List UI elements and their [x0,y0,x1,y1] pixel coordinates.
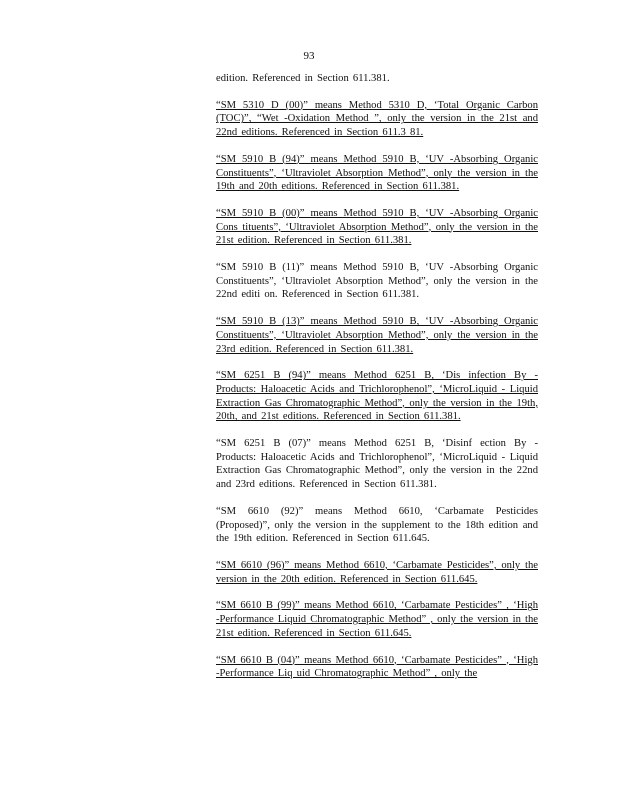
definitions-list [216,72,538,694]
definition-sm-5910-b-13: “SM 5910 B (13)” means Method 5910 B, ‘UV -Absorbing Organic Constituents”, ‘Ultraviolet Absorption Method”, only the version in the 23rd edition. Referenced in Section 611.381. [216,316,538,355]
definition-sm-6610-92: “SM 6610 (92)” means Method 6610, ‘Carbamate Pesticides (Proposed)”, only the version in the supplement to the 18th edition and the 19th edition. Referenced in Section 611.645. [216,505,538,545]
paragraph-edition-continuation: edition. Referenced in Section 611.381. [216,73,390,84]
definition-sm-6610-96: “SM 6610 (96)” means Method 6610, ‘Carbamate Pesticides”, only the version in the 20th edition. Referenced in Section 611.645. [216,559,538,585]
definition-sm-6610-b-04: “SM 6610 B (04)” means Method 6610, ‘Carbamate Pesticides” , ‘High -Performance Liq uid Chromatographic Method” , only the [216,654,538,680]
definition-sm-6610-b-99: “SM 6610 B (99)” means Method 6610, ‘Carbamate Pesticides” , ‘High -Performance Liquid Chromatographic Method” , only the version in the 21st edition. Referenced in Section 611.645. [216,600,538,639]
definition-sm-5910-b-00: “SM 5910 B (00)” means Method 5910 B, ‘UV -Absorbing Organic Cons tituents”, ‘Ultraviolet Absorption Method”, only the version in the 21st edition. Referenced in Section 611.381. [216,207,538,247]
definition-sm-5910-b-11: “SM 5910 B (11)” means Method 5910 B, ‘UV -Absorbing Organic Constituents”, ‘Ultraviolet Absorption Method”, only the version in the 22nd editi on. Referenced in Section 611.381. [216,262,538,301]
definition-sm-5310-d-00: “SM 5310 D (00)” means Method 5310 D, ‘Total Organic Carbon (TOC)”, “Wet -Oxidation Method ”, only the version in the 21st and 22nd editions. Referenced in Section 611.3 81. [216,99,538,139]
definition-sm-6251-b-07: “SM 6251 B (07)” means Method 6251 B, ‘Disinf ection By - Products: Haloacetic Acids and Trichlorophenol”, ‘MicroLiquid - Liquid Extraction Gas Chromatographic Method”, only the version in the 22nd and 23rd editions. Referenced in Section 611.381. [216,438,538,491]
definition-sm-5910-b-94: “SM 5910 B (94)” means Method 5910 B, ‘UV -Absorbing Organic Constituents”, ‘Ultraviolet Absorption Method”, only the version in the 19th and 20th editions. Referenced in Section 611.381. [216,153,538,193]
definition-sm-6251-b-94: “SM 6251 B (94)” means Method 6251 B, ‘Dis infection By - Products: Haloacetic Acids and Trichlorophenol”, ‘MicroLiquid - Liquid Extraction Gas Chromatographic Method”, only the version in the 19th, 20th, and 21st editions. Referenced in Section 611.381. [216,370,538,423]
page-number: 93 [303,50,315,62]
